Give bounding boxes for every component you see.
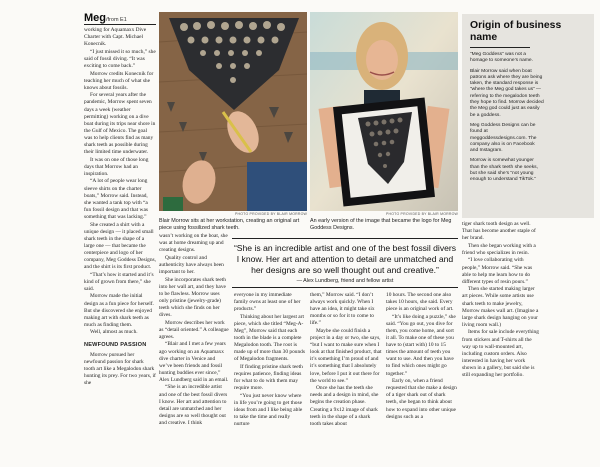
photo-workstation — [159, 12, 307, 211]
col1-p2: Morrow credits Konecnik for teaching her much of what she knows about fossils. — [84, 70, 154, 91]
photo-logo-artwork — [310, 12, 458, 211]
col3-p1: Thinking about her largest art piece, which she titled “Meg-A-Meg”, Morrow said that each tooth in the blade is a complete Megalodon tooth. The root is made up of more than 30 pounds of Megalodon fragments. — [234, 313, 305, 363]
sidebar-p0: “Meg Goddess” was not a homage to someone’s name. — [470, 52, 533, 64]
col4-p0: them,” Morrow said. “I don’t always work quickly. When I have an idea, it might take six months or so for it to come to life.” — [310, 292, 375, 327]
col1-p4: It was on one of those long days that Morrow had an inspiration. — [84, 156, 149, 177]
col1-p0: working for Aquamaxx Dive Charter with Capt. Michael Konecnik. — [84, 27, 147, 48]
article-header — [84, 8, 154, 22]
col6-p1: Then she began working with a friend who specializes in resin. — [462, 242, 536, 256]
caption-left: Blair Morrow sits at her workstation, creating an original art piece using fossilized shark teeth. — [159, 218, 300, 231]
article-column-2 — [159, 233, 229, 467]
photo-credit-left: PHOTO PROVIDED BY BLAIR MORROW — [235, 212, 307, 216]
sidebar-rule — [470, 47, 530, 48]
pull-quote-attribution: — Alex Lundberg, friend and fellow artist — [296, 278, 394, 284]
col3-p3: “You just never know where in life you’re going to get those ideas from and I like being able to take the time and really nurture — [234, 392, 303, 428]
caption-right: An early version of the image that became the logo for Meg Goddess Designs. — [310, 218, 452, 231]
col6-p3: Then she started making larger art pieces. While some artists use shark teeth to make jewelry, Morrow makes wall art. (Imagine a large shark design hanging on your living room wall.) — [462, 286, 539, 328]
pull-quote: “She is an incredible artist and one of the best fossil divers I know. Her art and attention to detail are unmatched and her designs are so well thought out and creative.” — [233, 243, 457, 275]
col1-p9: Well, almost as much. — [90, 329, 138, 336]
col4-p2: Once she has the teeth she needs and a design in mind, she begins the creation phase. Creating a 9x12 image of shark teeth in the shape of a shark tooth takes about — [310, 385, 379, 427]
photo-credit-right: PHOTO PROVIDED BY BLAIR MORROW — [386, 212, 458, 216]
col5-p0: 10 hours. The second one also takes 10 hours, she said. Every piece is an original work of art. — [386, 292, 454, 313]
col6-p4: Items for sale include everything from stickers and T-shirts all the way up to wall-mounted art, including custom orders. Also interested in having her work shown in a gallery, but said she is still expanding her portfolio. — [462, 329, 539, 378]
col6-p0: tiger shark tooth design as well. That has become another staple of her brand. — [462, 221, 536, 242]
col2-p2: She incorporates shark teeth into her wall art, and they have to be flawless. Morrow uses only pristine (jewelry-grade) teeth which she finds on her dives. — [159, 276, 226, 319]
col2-p0: wasn’t working on the boat, she was at home dreaming up and creating designs. — [159, 233, 228, 254]
col1-p3: For several years after the pandemic, Morrow spent seven days a week (weather permitting) working on a dive boat during its trips near shore in the Gulf of Mexico. The goal was to help clients find as many shark teeth as possible during their limited time underwater. — [84, 92, 156, 156]
sidebar-text — [470, 52, 544, 184]
col3-p2: If finding pristine shark teeth requires patience, finding ideas for what to do with them may require more. — [234, 363, 303, 392]
col3-p0: everyone in my immediate family owns at least one of her products.” — [234, 292, 301, 313]
article-column-6 — [462, 221, 540, 467]
header-rule — [84, 24, 156, 25]
article-column-1 — [84, 27, 156, 467]
sidebar-p2: Meg Goddess Designs can be found at meggoddessdesigns.com. The company also is on Facebook and Instagram. — [470, 122, 537, 154]
section-heading: NEWFOUND PASSION — [84, 341, 147, 348]
col4-p1: Maybe she could finish a project in a day or two, she says, “but I want to make sure when I look at that finished product, that it’s something I’m proud of and it’s something that I absolutely love, before I put it out there for the world to see.” — [310, 327, 382, 384]
col5-p1: “It’s like doing a puzzle,” she said. “You go out, you dive for them, you come home, and sort it all. To make one of these you have to (start with) 10 to 15 times the amount of teeth you want to use. And then you have to find which ones might go together.” — [386, 313, 456, 377]
jump-head-from: /from E1 — [106, 17, 127, 23]
photo-logo-artwork-image — [310, 12, 458, 211]
article-column-3 — [234, 292, 306, 467]
col1-p5: “A lot of people wear long sleeve shirts on the charter boats,” Morrow said. Instead, she wanted a tank top with “a fun fossil design and that was something that was lacking.” — [84, 178, 148, 220]
sidebar-box — [462, 14, 594, 218]
col2-p1: Quality control and authenticity have always been important to her. — [159, 254, 224, 275]
col1-p8: Morrow made the initial design as a fun piece for herself. But she discovered she enjoyed making art with shark teeth as much as finding them. — [84, 293, 154, 328]
col6-p2: “I love collaborating with people,” Morrow said. “She was able to help me learn how to do different types of resin pours.” — [462, 257, 533, 285]
article-column-4 — [310, 292, 382, 467]
col1-p7: “That’s how it started and it’s kind of grown from there,” she said. — [84, 271, 154, 292]
col1-s0: Morrow pursued her newfound passion for shark tooth art like a Megalodon shark hunting its prey. For two years, if she — [84, 351, 156, 386]
photo-workstation-image — [159, 12, 307, 211]
quote-rule-bottom — [232, 287, 458, 288]
jump-head-name: Meg — [84, 12, 106, 24]
sidebar-p3: Morrow is somewhat younger than the shark teeth she seeks, but she said she’s “not young enough to understand TikTok.” — [470, 158, 538, 183]
sidebar-p1: Blair Morrow said when boat patrons ask where they are being taken, the standard response is “where the Meg god takes us” — referring to the megalodon teeth they hope to find. Morrow decided the Meg god could just as easily be a goddess. — [470, 68, 544, 118]
col2-p4: “Blair and I met a few years ago working on an Aquamaxx dive charter in Venice and we’ve been friends and fossil hunting buddies ever since,” Alex Lundberg said in an email. — [159, 341, 229, 383]
col1-p6: She created a shirt with a unique design — it placed small shark teeth in the shape of a large one — that became the centerpiece and logo of her company, Meg Goddess Designs, and the shirt is its first product. — [84, 221, 156, 271]
article-column-5 — [386, 292, 458, 467]
col2-p3: Morrow describes her work as “detail oriented.” A colleague agrees. — [159, 319, 229, 340]
quote-rule-top — [232, 238, 458, 239]
col2-p5: “She is an incredible artist and one of the best fossil divers I know. Her art and attention to detail are unmatched and her designs are so well thought out and creative. I think — [159, 384, 228, 426]
col5-p2: Early on, when a friend requested that she make a design of a tiger shark out of shark teeth, she began to think about how to expand into other unique designs such as a — [386, 378, 457, 420]
sidebar-title: Origin of business name — [470, 20, 562, 43]
col1-p1: “I just missed it so much,” she said of fossil diving. “It was exciting to come back.” — [84, 48, 156, 69]
